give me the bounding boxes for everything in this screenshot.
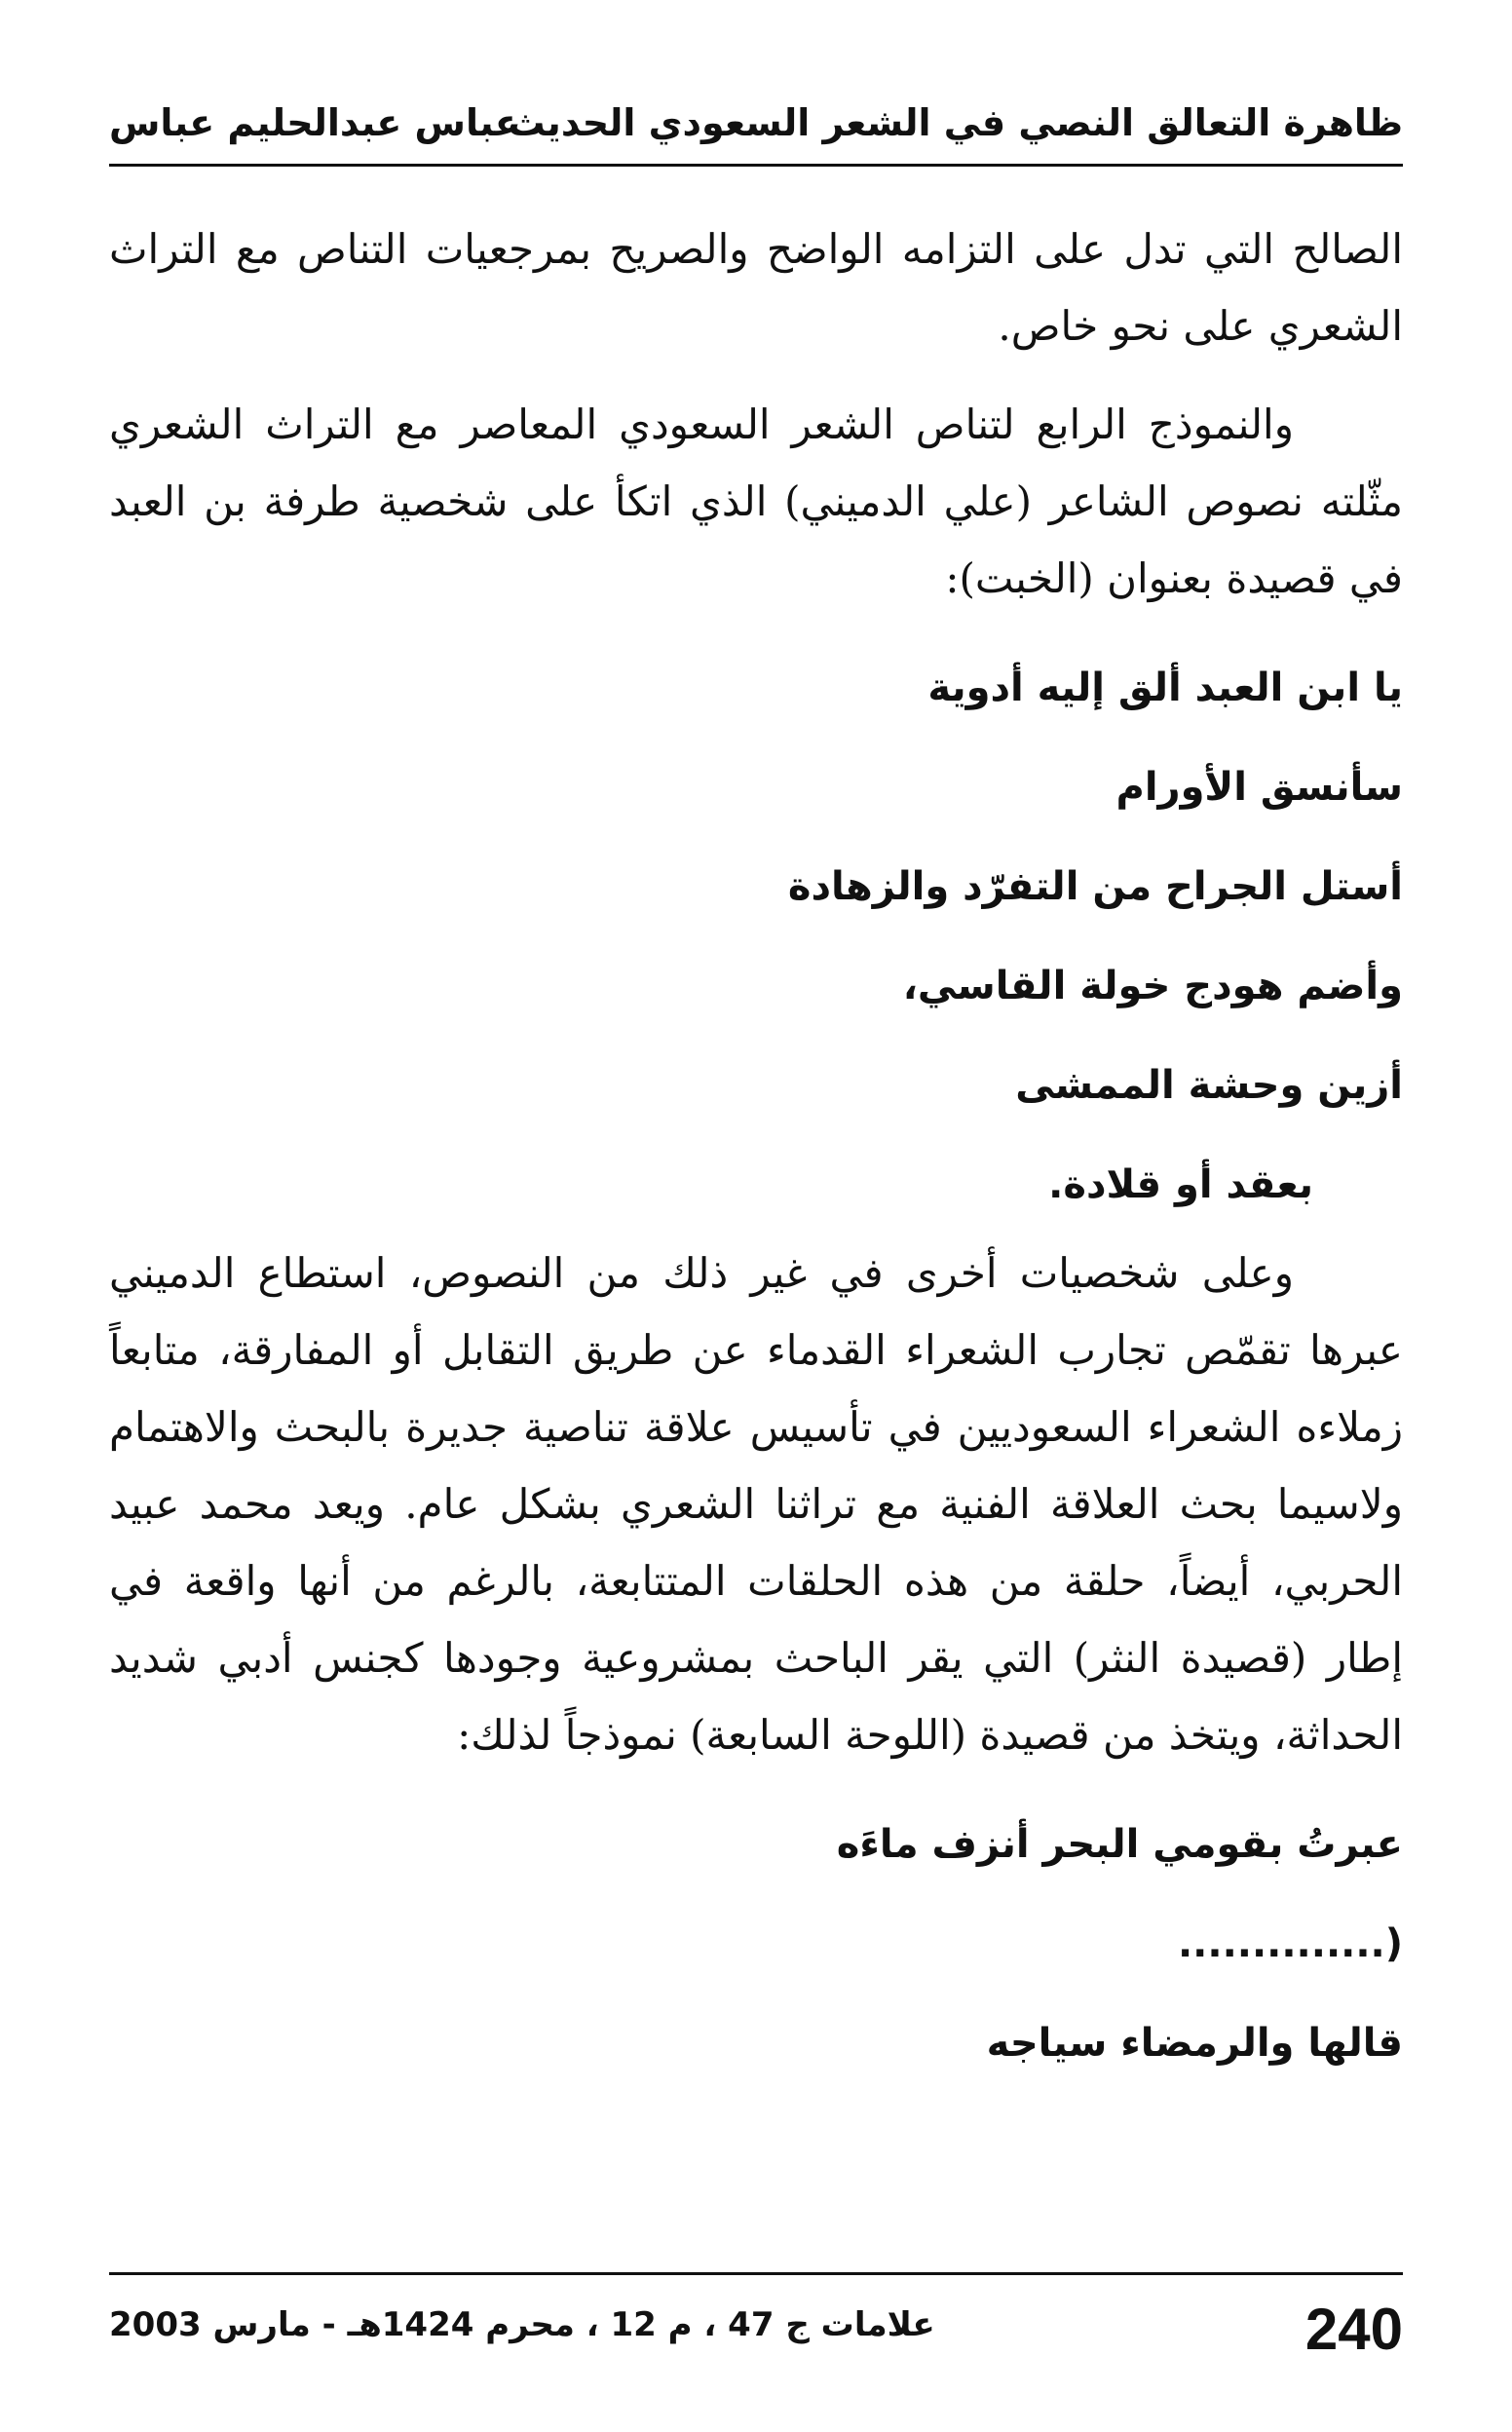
verse-ellipsis: ..............) (1177, 1921, 1403, 1966)
paragraph: وعلى شخصيات أخرى في غير ذلك من النصوص، استطاع الدميني عبرها تقمّص تجارب الشعراء القدماء عن طريق التقابل أو المفارقة، متابعاً زملاءه الشعراء السعوديين في تأسيس علاقة تناصية جديرة بالبحث والاهتمام ولاسيما بحث العلاقة الفنية مع تراثنا الشعري بشكل عام. ويعد محمد عبيد الحربي، أيضاً، حلقة من هذه الحلقات المتتابعة، بالرغم من أنها واقعة في إطار (قصيدة النثر) التي يقر الباحث بمشروعية وجودها كجنس أدبي شديد الحداثة، ويتخذ من قصيدة (اللوحة السابعة) نموذجاً لذلك: (109, 1249, 1403, 1759)
running-author: عباس عبدالحليم عباس (109, 101, 520, 144)
verse-line: بعقد أو قلادة. (1048, 1162, 1313, 1207)
verse-line: يا ابن العبد ألق إليه أدوية (927, 665, 1403, 710)
verse-line: قالها والرمضاء سياجه (986, 2021, 1403, 2066)
running-header (109, 94, 1403, 162)
page-body (109, 210, 1403, 2093)
verse-line: وأضم هودج خولة القاسي، (902, 964, 1403, 1008)
paragraph: والنموذج الرابع لتناص الشعر السعودي المعاصر مع التراث الشعري مثّلته نصوص الشاعر (علي الدميني) الذي اتكأ على شخصية طرفة بن العبد في قصيدة بعنوان (الخبت): (109, 400, 1403, 602)
page-number: 240 (1304, 2297, 1403, 2362)
running-title: ظاهرة التعالق النصي في الشعر السعودي الحديث (508, 101, 1403, 144)
page-footer (109, 2296, 1403, 2374)
paragraph: الصالح التي تدل على التزامه الواضح والصريح بمرجعيات التناص مع التراث الشعري على نحو خاص. (109, 225, 1403, 350)
verse-line: عبرتُ بقومي البحر أنزف ماءَه (836, 1822, 1403, 1867)
header-rule (109, 164, 1403, 167)
poem-excerpt (109, 638, 1403, 1235)
verse-line: أزين وحشة الممشى (1015, 1063, 1403, 1108)
footer-rule (109, 2272, 1403, 2275)
journal-issue: علامات ج 47 ، م 12 ، محرم 1424هـ - مارس 2003 (109, 2305, 935, 2344)
verse-line: أستل الجراح من التفرّد والزهادة (787, 864, 1403, 909)
poem-excerpt (109, 1795, 1403, 2093)
verse-line: سأنسق الأورام (1115, 765, 1403, 810)
